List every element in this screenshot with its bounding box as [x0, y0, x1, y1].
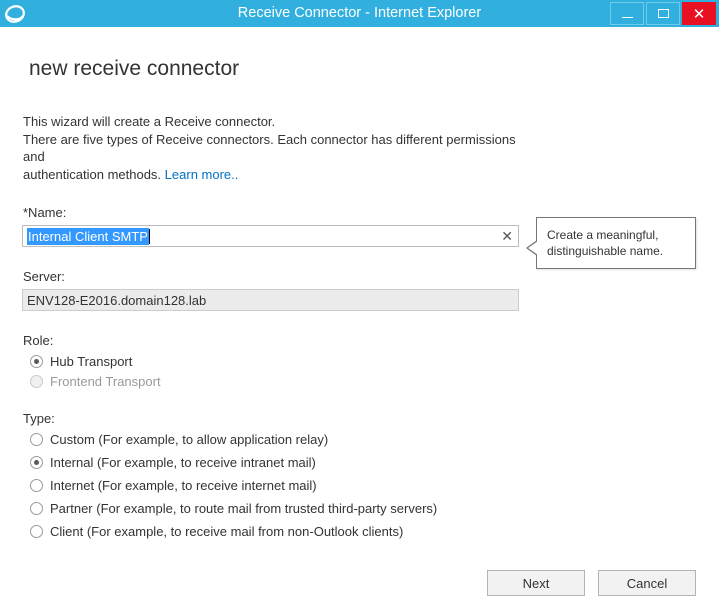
type-option-internet[interactable] — [22, 478, 697, 493]
internet-explorer-icon — [4, 3, 26, 25]
next-button[interactable]: Next — [487, 570, 585, 596]
server-value: ENV128-E2016.domain128.lab — [22, 289, 519, 311]
role-radio-group — [22, 354, 697, 389]
callout-line-2: distinguishable name. — [547, 244, 664, 258]
type-radio-group — [22, 432, 697, 539]
type-option-label: Partner (For example, to route mail from trusted third-party servers) — [50, 501, 438, 516]
type-option-label: Internal (For example, to receive intranet mail) — [50, 455, 316, 470]
type-label: Type: — [23, 411, 55, 426]
minimize-icon — [622, 17, 633, 18]
maximize-button[interactable] — [646, 2, 680, 25]
window-title: Receive Connector - Internet Explorer — [237, 5, 482, 21]
window-controls — [610, 0, 719, 27]
text-caret — [149, 229, 150, 244]
role-label: Role: — [23, 333, 54, 348]
name-input-value: Internal Client SMTP — [28, 228, 148, 244]
learn-more-link[interactable]: Learn more.. — [164, 167, 239, 182]
intro-line-2: There are five types of Receive connectors. Each connector has different permissions and — [23, 132, 516, 164]
role-option-label: Hub Transport — [50, 354, 133, 369]
intro-line-1: This wizard will create a Receive connector. — [23, 114, 276, 129]
title-bar — [0, 0, 719, 27]
radio-icon — [30, 456, 43, 469]
server-label: Server: — [23, 269, 65, 284]
role-option-label: Frontend Transport — [50, 374, 161, 389]
page-title: new receive connector — [29, 57, 240, 80]
radio-icon — [30, 433, 43, 446]
name-label: *Name: — [23, 205, 67, 220]
type-option-internal[interactable] — [22, 455, 697, 470]
wizard-footer — [0, 570, 719, 596]
type-option-custom[interactable] — [22, 432, 697, 447]
maximize-icon — [658, 9, 669, 18]
type-option-label: Client (For example, to receive mail from non-Outlook clients) — [50, 524, 404, 539]
intro-text — [22, 113, 523, 183]
type-option-client[interactable] — [22, 524, 697, 539]
radio-icon — [30, 525, 43, 538]
callout-line-1: Create a meaningful, — [547, 228, 659, 242]
type-option-partner[interactable] — [22, 501, 697, 516]
role-option-frontend-transport[interactable] — [22, 374, 697, 389]
type-option-label: Custom (For example, to allow application relay) — [50, 432, 329, 447]
name-input[interactable] — [22, 225, 519, 247]
intro-line-3: authentication methods. — [23, 167, 162, 182]
name-hint-callout — [536, 217, 696, 269]
type-option-label: Internet (For example, to receive internet mail) — [50, 478, 317, 493]
radio-icon — [30, 502, 43, 515]
close-button[interactable]: ✕ — [682, 2, 716, 25]
wizard-content — [0, 27, 719, 609]
radio-icon — [30, 355, 43, 368]
minimize-button[interactable] — [610, 2, 644, 25]
cancel-button[interactable]: Cancel — [598, 570, 696, 596]
role-option-hub-transport[interactable] — [22, 354, 697, 369]
radio-icon — [30, 479, 43, 492]
clear-icon[interactable]: ✕ — [501, 228, 513, 244]
callout-tail-inner-icon — [528, 241, 538, 255]
radio-icon — [30, 375, 43, 388]
